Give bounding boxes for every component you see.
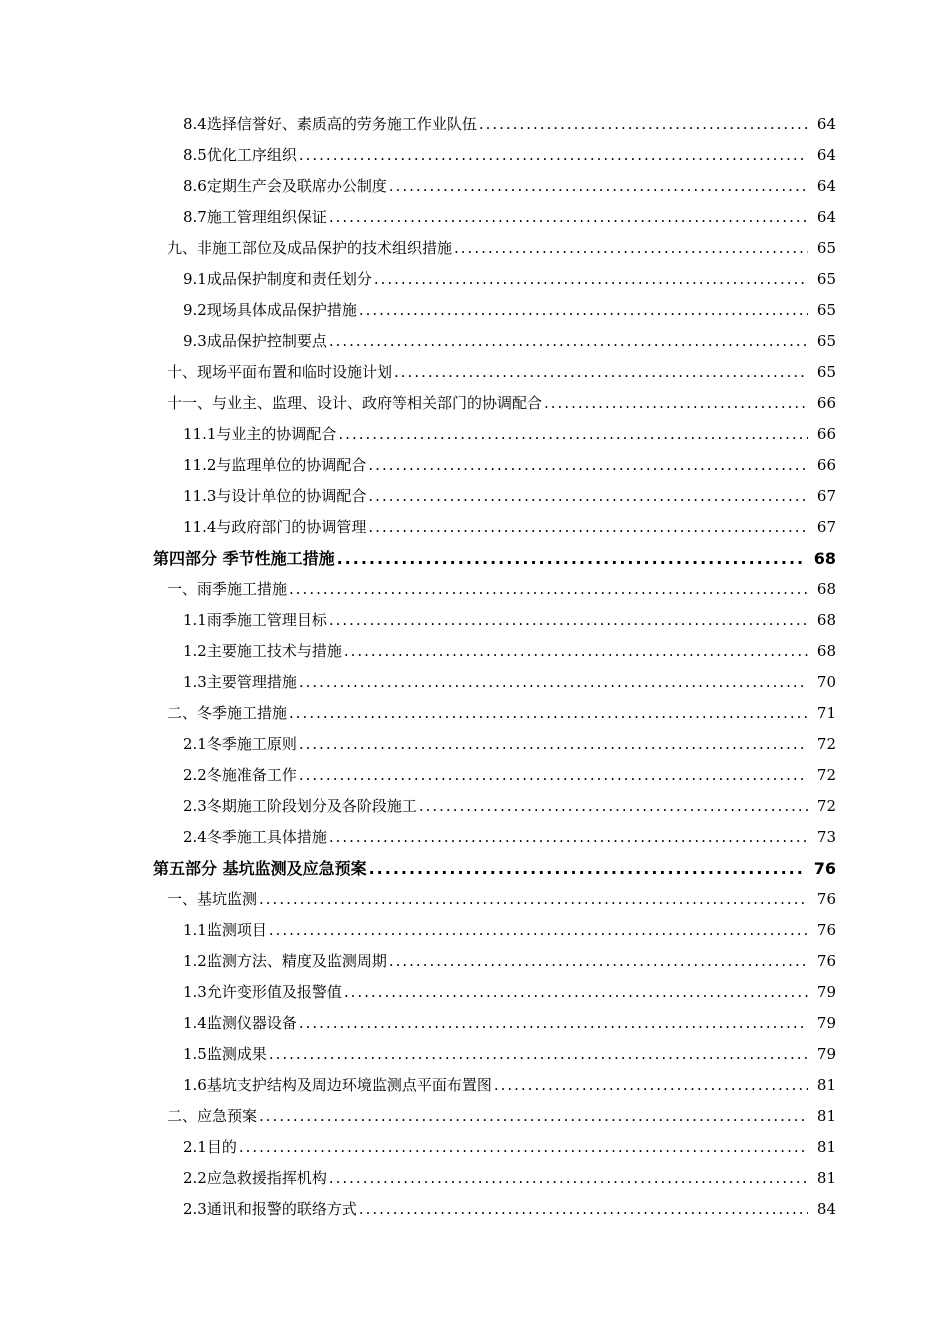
toc-entry-title: 9.2现场具体成品保护措施: [183, 301, 357, 319]
toc-entry-page: 81: [816, 1169, 836, 1187]
toc-entry[interactable]: [0, 140, 950, 171]
toc-dot-leader: [299, 667, 808, 698]
toc-entry-title: 十、现场平面布置和临时设施计划: [167, 363, 393, 381]
toc-entry-title: 1.4监测仪器设备: [183, 1014, 297, 1032]
toc-entry-page: 76: [816, 921, 836, 939]
toc-entry[interactable]: [0, 946, 950, 977]
toc-entry-title: 11.4与政府部门的协调管理: [183, 518, 367, 536]
toc-entry[interactable]: [0, 264, 950, 295]
toc-entry[interactable]: [0, 822, 950, 853]
toc-dot-leader: [389, 171, 808, 202]
toc-entry[interactable]: [0, 574, 950, 605]
toc-entry-title: 2.2应急救援指挥机构: [183, 1169, 327, 1187]
toc-part-heading[interactable]: [0, 853, 950, 884]
toc-entry[interactable]: [0, 109, 950, 140]
toc-entry-page: 65: [816, 363, 836, 381]
toc-entry[interactable]: [0, 729, 950, 760]
toc-entry[interactable]: [0, 605, 950, 636]
toc-entry[interactable]: [0, 233, 950, 264]
toc-entry[interactable]: [0, 419, 950, 450]
toc-dot-leader: [269, 1039, 808, 1070]
toc-entry[interactable]: [0, 791, 950, 822]
toc-entry[interactable]: [0, 698, 950, 729]
toc-dot-leader: [299, 729, 808, 760]
toc-entry[interactable]: [0, 388, 950, 419]
toc-dot-leader: [289, 698, 808, 729]
toc-entry[interactable]: [0, 481, 950, 512]
toc-entry-page: 64: [816, 208, 836, 226]
toc-entry-title: 9.3成品保护控制要点: [183, 332, 327, 350]
toc-entry[interactable]: [0, 667, 950, 698]
toc-dot-leader: [338, 419, 808, 450]
toc-dot-leader: [344, 636, 808, 667]
toc-dot-leader: [329, 202, 808, 233]
toc-entry-title: 第四部分 季节性施工措施: [153, 549, 335, 568]
toc-part-heading[interactable]: [0, 543, 950, 574]
toc-entry-page: 68: [816, 642, 836, 660]
toc-dot-leader: [368, 450, 808, 481]
toc-dot-leader: [368, 512, 808, 543]
toc-entry-page: 81: [816, 1076, 836, 1094]
toc-entry-title: 二、冬季施工措施: [167, 704, 288, 722]
toc-entry-title: 8.6定期生产会及联席办公制度: [183, 177, 387, 195]
toc-entry-page: 65: [816, 239, 836, 257]
toc-dot-leader: [299, 140, 808, 171]
toc-entry-title: 2.2冬施准备工作: [183, 766, 297, 784]
toc-entry[interactable]: [0, 1101, 950, 1132]
toc-entry-page: 72: [816, 735, 836, 753]
toc-dot-leader: [359, 1194, 808, 1225]
toc-entry-page: 79: [816, 1014, 836, 1032]
toc-entry-page: 65: [816, 332, 836, 350]
toc-entry-title: 1.5监测成果: [183, 1045, 267, 1063]
toc-entry-title: 1.1监测项目: [183, 921, 267, 939]
table-of-contents: [0, 109, 950, 1225]
toc-entry[interactable]: [0, 760, 950, 791]
toc-entry-page: 71: [816, 704, 836, 722]
toc-entry-page: 67: [816, 518, 836, 536]
toc-entry-page: 68: [816, 580, 836, 598]
toc-entry[interactable]: [0, 1163, 950, 1194]
toc-dot-leader: [289, 574, 808, 605]
toc-entry-title: 8.7施工管理组织保证: [183, 208, 327, 226]
toc-entry-page: 70: [816, 673, 836, 691]
toc-entry[interactable]: [0, 357, 950, 388]
toc-entry-page: 66: [816, 425, 836, 443]
toc-dot-leader: [454, 233, 808, 264]
toc-entry-title: 11.2与监理单位的协调配合: [183, 456, 367, 474]
toc-entry-page: 72: [816, 797, 836, 815]
toc-dot-leader: [394, 357, 808, 388]
toc-entry-title: 9.1成品保护制度和责任划分: [183, 270, 372, 288]
toc-entry[interactable]: [0, 295, 950, 326]
toc-entry-title: 8.4选择信誉好、素质高的劳务施工作业队伍: [183, 115, 477, 133]
toc-entry[interactable]: [0, 1132, 950, 1163]
toc-entry[interactable]: [0, 1008, 950, 1039]
toc-dot-leader: [389, 946, 808, 977]
toc-entry-page: 64: [816, 146, 836, 164]
toc-entry-page: 76: [816, 952, 836, 970]
toc-entry-page: 84: [816, 1200, 836, 1218]
toc-dot-leader: [544, 388, 808, 419]
toc-entry-title: 2.3通讯和报警的联络方式: [183, 1200, 357, 1218]
toc-entry[interactable]: [0, 977, 950, 1008]
toc-entry-page: 81: [816, 1138, 836, 1156]
toc-entry-page: 66: [816, 394, 836, 412]
toc-entry-title: 一、雨季施工措施: [167, 580, 288, 598]
toc-entry-page: 79: [816, 983, 836, 1001]
toc-entry-page: 76: [816, 890, 836, 908]
toc-dot-leader: [368, 481, 808, 512]
toc-dot-leader: [259, 1101, 808, 1132]
toc-entry[interactable]: [0, 171, 950, 202]
toc-entry-page: 79: [816, 1045, 836, 1063]
toc-dot-leader: [369, 853, 804, 884]
toc-dot-leader: [329, 822, 808, 853]
toc-dot-leader: [494, 1070, 808, 1101]
toc-entry-page: 68: [813, 549, 836, 568]
toc-entry-title: 11.1与业主的协调配合: [183, 425, 337, 443]
toc-entry-page: 65: [816, 301, 836, 319]
toc-entry-page: 81: [816, 1107, 836, 1125]
toc-dot-leader: [329, 326, 808, 357]
toc-entry-title: 8.5优化工序组织: [183, 146, 297, 164]
toc-entry[interactable]: [0, 1194, 950, 1225]
toc-entry-page: 65: [816, 270, 836, 288]
toc-entry[interactable]: [0, 884, 950, 915]
toc-dot-leader: [419, 791, 808, 822]
toc-dot-leader: [269, 915, 808, 946]
toc-entry-page: 73: [816, 828, 836, 846]
toc-dot-leader: [337, 543, 804, 574]
toc-dot-leader: [239, 1132, 808, 1163]
toc-dot-leader: [299, 760, 808, 791]
toc-dot-leader: [359, 295, 808, 326]
toc-entry[interactable]: [0, 326, 950, 357]
toc-entry-title: 二、应急预案: [167, 1107, 258, 1125]
toc-entry-title: 1.3主要管理措施: [183, 673, 297, 691]
toc-entry-title: 1.1雨季施工管理目标: [183, 611, 327, 629]
toc-entry-page: 76: [813, 859, 836, 878]
toc-entry-title: 十一、与业主、监理、设计、政府等相关部门的协调配合: [167, 394, 543, 412]
toc-entry-title: 2.1目的: [183, 1138, 237, 1156]
toc-entry[interactable]: [0, 915, 950, 946]
toc-entry[interactable]: [0, 636, 950, 667]
toc-entry-page: 64: [816, 177, 836, 195]
toc-entry-page: 67: [816, 487, 836, 505]
toc-entry-title: 第五部分 基坑监测及应急预案: [153, 859, 367, 878]
toc-entry-title: 11.3与设计单位的协调配合: [183, 487, 367, 505]
toc-dot-leader: [299, 1008, 808, 1039]
toc-dot-leader: [479, 109, 808, 140]
toc-entry-title: 1.6基坑支护结构及周边环境监测点平面布置图: [183, 1076, 492, 1094]
toc-entry-title: 1.3允许变形值及报警值: [183, 983, 342, 1001]
toc-entry-title: 九、非施工部位及成品保护的技术组织措施: [167, 239, 453, 257]
toc-dot-leader: [329, 1163, 808, 1194]
toc-entry[interactable]: [0, 1039, 950, 1070]
toc-entry-title: 2.4冬季施工具体措施: [183, 828, 327, 846]
toc-dot-leader: [259, 884, 808, 915]
toc-dot-leader: [374, 264, 808, 295]
toc-entry-page: 66: [816, 456, 836, 474]
toc-entry-page: 68: [816, 611, 836, 629]
toc-entry-title: 1.2主要施工技术与措施: [183, 642, 342, 660]
toc-entry-page: 72: [816, 766, 836, 784]
toc-entry-title: 2.3冬期施工阶段划分及各阶段施工: [183, 797, 417, 815]
toc-entry-title: 一、基坑监测: [167, 890, 258, 908]
toc-entry[interactable]: [0, 1070, 950, 1101]
toc-dot-leader: [329, 605, 808, 636]
toc-entry-title: 2.1冬季施工原则: [183, 735, 297, 753]
toc-entry[interactable]: [0, 512, 950, 543]
toc-entry[interactable]: [0, 202, 950, 233]
toc-dot-leader: [344, 977, 808, 1008]
toc-entry-page: 64: [816, 115, 836, 133]
toc-entry[interactable]: [0, 450, 950, 481]
toc-entry-title: 1.2监测方法、精度及监测周期: [183, 952, 387, 970]
